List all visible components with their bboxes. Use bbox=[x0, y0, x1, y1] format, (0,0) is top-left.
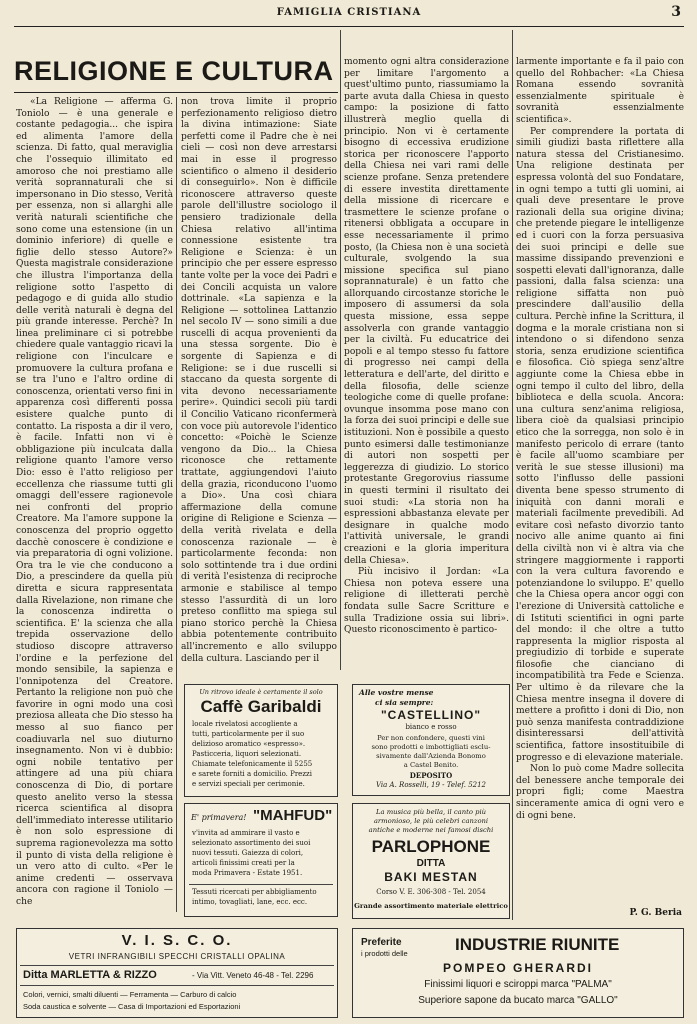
article-column-1 bbox=[16, 97, 173, 912]
paragraph: larmente importante e fa il paio con quello del Rohbacher: «La Chiesa Romana essendo sovranità essenzialmente spirituale è sovranità essenzialmente scientifica». bbox=[516, 57, 684, 125]
paragraph: momento ogni altra considerazione per limitare l'argomento a quest'ultimo punto, riassumiamo la parte avuta dalla Chiesa in questo campo: la posizione di fatto illustrerà meglio quella di principio. Non vi è certamente bisogno di eccessiva erudizione storica per riconoscere l'apporto della Chiesa nei vari rami delle scienze profane. Senza pretendere di essere investita direttamente della missione di ricercare e trasmettere le scienze profane o ritenersi obbligata a occupare in esse necessariamente il primo posto, (la Chiesa non è una società culturale, svolgendo la sua missione specifica sul piano soprannaturale) è un fatto che allorquando circostanze storiche le imposero di assumersi da sola questa missione, essa seppe assolverla con grande vantaggio per la civiltà. Fu educatrice dei popoli e al tempo stesso fu fattore di progresso nei campi della letteratura e dell'arte, del diritto e della filosofia, delle scienze teologiche come di quelle profane: ovunque insomma pose mano con la forza dei suoi principi e delle sue istituzioni. Non è possibile a questo punto esimersi dalle testimonianze di autori non sospetti per leggerezza di giudizio. Lo storico protestante Gregorovius riassume in questi termini il risultato dei suoi studi: «La storia non ha espressioni abbastanza elevate per designare in qualche modo l'attività universale, le grandi creazioni e la gloria imperitura della Chiesa». bbox=[344, 57, 509, 566]
ad-divider bbox=[20, 985, 334, 986]
ad-tagline: antiche e moderne nei famosi dischi bbox=[368, 826, 494, 834]
article-column-4 bbox=[516, 57, 684, 915]
article-column-2 bbox=[181, 97, 337, 664]
paragraph: «La Religione — afferma G. Toniolo — è una generale e costante pedagogia... che ispira ed alimenta l'amore della scienza. Di fatto, qual meraviglia che l'ossequio illimitato ed amoroso che noi prestiamo alle verità soprannaturali che si impersonano in Dio stesso, Verità per essenza, non si allarghi alle verità naturali scientifiche che sono come una estensione (in un dominio inferiore) di quelle e figlie dello stesso Autore?» Questa magistrale considerazione che illustra l'importanza della religione sotto l'aspetto di pedagogo e di guida allo studio delle verità naturali è degna del più grande interesse. Perchè? In linea preliminare ci si potrebbe chiedere quale vantaggio ricavi la religione con l'inculcare e promuovere la cultura profana e se tra l'uno e l'altro ordine di conoscenza, orientati verso fini in apparenza così differenti possa esistere qualche punto di contatto. La risposta a dir il vero, è facile. Infatti non vi è obbligazione più inculcata dalla religione quanto l'amore verso Dio: esso è l'atto religioso per eccellenza che riassume tutti gli omaggi dell'essere ragionevole nei confronti del proprio Creatore. Ma l'amore suppone la conoscenza del proprio oggetto dacchè conoscere è condizione e via preparatoria di ogni volizione. Ora tra le vie che conducono a Dio, a prescindere da quella più diretta e sicura rappresentata dalla Rivelazione, non rimane che la conoscenza indiretta o scientifica. E' la scienza che alla trepida osservazione dello studioso discopre attraverso l'ordine e la perfezione del mondo sensibile, la sapienza e l'onnipotenza del Creatore. Pertanto la religione non può che favorire in ogni modo una così preziosa alleata che Dio stesso ha messo al suo fianco per coadiuvarla nel suo diuturno insegnamento. Non vi è dubbio: ogni nobile tentativo per attingere ad una più chiara conoscenza di Dio, di portare questo anelito verso la stessa ricerca scientifica al disopra dell'immediato interesse utilitario è non solo espressione di suprema ragionevolezza ma sotto il punto di vista della religione è un vero atto di culto. «Per le anime credenti — osservava ancora con ragione il Toniolo — che bbox=[16, 97, 173, 907]
ad-divider bbox=[189, 884, 333, 885]
ad-subtitle: VETRI INFRANGIBILI SPECCHI CRISTALLI OPALINA bbox=[68, 952, 286, 961]
ad-line: locale rivelatosi accogliente a bbox=[192, 720, 298, 728]
ad-line: e sarete forniti a domicilio. Prezzi bbox=[192, 770, 312, 778]
ad-line: Per non confondere, questi vini bbox=[377, 734, 485, 742]
ad-brand-name: "MAHFUD" bbox=[253, 807, 333, 824]
ad-footer: Grande assortimento materiale elettrico bbox=[354, 902, 508, 910]
ad-line: selezionato assortimento dei suoi bbox=[192, 839, 311, 847]
ad-tagline: La musica più bella, il canto più bbox=[375, 808, 487, 816]
ad-tagline: Alle vostre mense bbox=[359, 688, 434, 697]
ad-line: v'invita ad ammirare il vasto e bbox=[192, 829, 300, 837]
ad-tagline: armonioso, le più celebri canzoni bbox=[373, 817, 489, 825]
ad-line: Pasticceria, liquori selezionati. bbox=[192, 750, 302, 758]
ad-line: Colori, vernici, smalti diluenti — Ferramenta — Carburo di calcio bbox=[23, 990, 237, 999]
ad-tagline: E' primavera! bbox=[191, 813, 247, 822]
ad-tagline: ci sia sempre: bbox=[375, 698, 434, 707]
author-signature: P. G. Beria bbox=[629, 908, 682, 918]
ad-tagline: Un ritrovo ideale è certamente il solo bbox=[199, 688, 323, 696]
page-header bbox=[14, 4, 684, 27]
paragraph: Per comprendere la portata di simili giudizi basta riflettere alla natura stessa del Cristianesimo. Una religione destinata per espressa volontà del suo Fondatare, in ogni tempo a tutti gli uomini, ai quali deve presentare le prove razionali della sua origine divina; che pretende piegare le intelligenze ed i cuori con la forza persuasiva dei suoi principi e delle sue massime dissipando prevenzioni e sospetti elevati dall'ignoranza, dalle passioni, dalla falsa scienza: una religione siffatta non può prescindere dall'ausilio della cultura. Perchè infine la Scrittura, il dogma e la morale cristiana non si intendono o si difendono senza storia, senza erudizione scientifica e filosofica. Ciò spiega senz'altre aggiunte come la Chiesa ebbe in ogni tempo il culto del libro, della biblioteca e della scuola. Ancora: una cultura senz'anima religiosa, libera cioè da qualsiasi principio etico che la sorregga, non solo è in manifesto pericolo di errare (tanto è facile all'uomo scambiare per verità le sue stesse illusioni) ma sotto l'influsso delle passioni diventa bene spesso strumento di iniquità con danni morali e materiali facilmente prevedibili. Ad evitare così nefasto divorzio tanto nocivo alle anime quanto ai fini della civiltà non vi è altra via che stringere maggiormente i rapporti con la vera cultura favorendo e potenziandone lo sviluppo. E' quello che la Chiesa opera ancor oggi con l'erezione di Università cattoliche e di Istituti scientifici in ogni parte del mondo: il che oltre a tutto rappresenta la miglior risposta al pregiudizio di torbide e superate filosofie che cianciano di incompatibilità tra Fede e Scienza. Per ultimo è da rilevare che la Chiesa mentre insegna il dovere di mettere a profitto i doni di Dio, non può senza manifesta contraddizione disinteressarsi dell'attività scientifica, fattore insostituibile di progresso e di elevazione materiale. bbox=[516, 126, 684, 763]
ad-brand-name: "CASTELLINO" bbox=[380, 708, 482, 722]
ad-parlophone bbox=[352, 803, 510, 919]
ad-ditta: DITTA bbox=[416, 858, 446, 869]
paragraph: Non lo può come Madre sollecita del benessere anche temporale dei propri figli; come Maestra sinceramente amica di ogni vero e di ogni bene. bbox=[516, 764, 684, 821]
column-divider bbox=[340, 30, 341, 670]
ad-owner: POMPEO GHERARDI bbox=[442, 961, 593, 975]
ad-address: Via A. Rosselli, 19 - Telef. 5212 bbox=[375, 781, 487, 789]
paragraph: Più incisivo il Jordan: «La Chiesa non poteva essere una religione di illetterati perchè fondata sulle Sacre Scritture e sulla Tradizione ossia sui libri». Questo riconoscimento è partico- bbox=[344, 567, 509, 636]
page-number: 3 bbox=[671, 4, 682, 20]
ad-castellino bbox=[352, 684, 510, 796]
ad-address: Corso V. E. 306-308 - Tel. 2054 bbox=[376, 888, 486, 896]
ad-company: BAKI MESTAN bbox=[384, 870, 478, 884]
ad-line: a Castel Benito. bbox=[403, 761, 459, 769]
ad-industrie-riunite bbox=[352, 928, 684, 1018]
ad-caffe-garibaldi bbox=[184, 684, 338, 797]
ad-visco bbox=[16, 928, 338, 1018]
column-divider bbox=[512, 30, 513, 920]
ad-footer: intimo, tovagliati, lane, ecc. ecc. bbox=[192, 898, 308, 906]
ad-line: e servizi speciali per cerimonie. bbox=[192, 780, 305, 788]
paragraph: non trova limite il proprio perfezionamento religioso dietro la divina intimazione: Siate perfetti come il Padre che è nei cieli — così non deve arrestarsi mai in esse il progresso scientifico o almeno il desiderio di conseguirlo». Non è difficile riconoscere attraverso queste parole dell'illustre sociologo il pensiero tradizionale della Chiesa relativo all'intima connessione esistente tra Religione e Scienza: è un principio che per essere espresso tante volte per la voce dei Padri e dei Concili acquista un valore dottrinale. «La sapienza e la Religione — sottolinea Lattanzio nel secolo IV — sono simili a due ruscelli di acqua provenienti da una stessa sorgente. Dio è sorgente di Sapienza e di Religione: se i due ruscelli si staccano da questa sorgente di vita devono necessariamente perire». Quindici secoli più tardi il Concilio Vaticano riconfermerà con voce più autorevole l'identico concetto: «Poichè le Scienze vengono da Dio... la Chiesa riconosce che rettamente trattate, aggiungendovi l'aiuto della grazia, riconducono l'uomo a Dio». Una così chiara affermazione della comune origine di Religione e Scienza — della verità rivelata e della conoscenza razionale — è particolarmente feconda: non solo sottintende tra i due ordini di verità l'esistenza di reciproche armonie e stabilisce al tempo stesso l'assurdità di un loro preteso conflitto ma spiega sul piano storico perchè la Chiesa abbia potentemente contribuito all'incremento e allo sviluppo della cultura. Lasciando per il bbox=[181, 97, 337, 664]
ad-line: Finissimi liquori e sciroppi marca "PALMA" bbox=[424, 979, 612, 990]
ad-divider bbox=[20, 965, 334, 966]
ad-subtitle: bianco e rosso bbox=[405, 723, 457, 731]
ad-line: sivamente dall'Azienda Bonomo bbox=[376, 752, 486, 760]
ad-ditta: Ditta MARLETTA & RIZZO bbox=[23, 969, 157, 981]
ad-line: delizioso aromatico «espresso». bbox=[192, 740, 306, 748]
ad-brand-name: Caffè Garibaldi bbox=[200, 697, 322, 716]
ad-tagline: i prodotti delle bbox=[361, 949, 408, 958]
ad-line: sono prodotti e imbottigliati esclu- bbox=[371, 743, 491, 751]
ad-line: moda Primavera - Estate 1951. bbox=[192, 869, 303, 877]
article-title: RELIGIONE E CULTURA bbox=[14, 56, 334, 86]
ad-address: - Via Vitt. Veneto 46-48 - Tel. 2296 bbox=[192, 971, 314, 980]
magazine-name: FAMIGLIA CRISTIANA bbox=[276, 7, 422, 18]
title-rule bbox=[14, 92, 338, 93]
ad-line: tutti, particolarmente per il suo bbox=[192, 730, 305, 738]
ad-tagline: Preferite bbox=[361, 937, 402, 948]
ad-line: nuovi tessuti. Gaiezza di colori, bbox=[192, 849, 304, 857]
ad-line: articoli finissimi creati per la bbox=[192, 859, 295, 867]
ad-footer: Tessuti ricercati per abbigliamento bbox=[192, 888, 317, 896]
article-column-3 bbox=[344, 57, 509, 680]
ad-deposito: DEPOSITO bbox=[409, 771, 453, 780]
ad-brand-name: INDUSTRIE RIUNITE bbox=[455, 935, 620, 954]
ad-line: Chiamate telefonicamente il 5255 bbox=[192, 760, 313, 768]
column-divider bbox=[176, 97, 177, 912]
ad-brand-name: PARLOPHONE bbox=[371, 837, 491, 856]
ad-line: Superiore sapone da bucato marca "GALLO" bbox=[418, 995, 618, 1006]
ad-mahfud bbox=[184, 803, 338, 917]
ad-brand-name: V. I. S. C. O. bbox=[121, 932, 233, 949]
ad-line: Soda caustica e solvente — Casa di Importazioni ed Esportazioni bbox=[23, 1002, 241, 1011]
